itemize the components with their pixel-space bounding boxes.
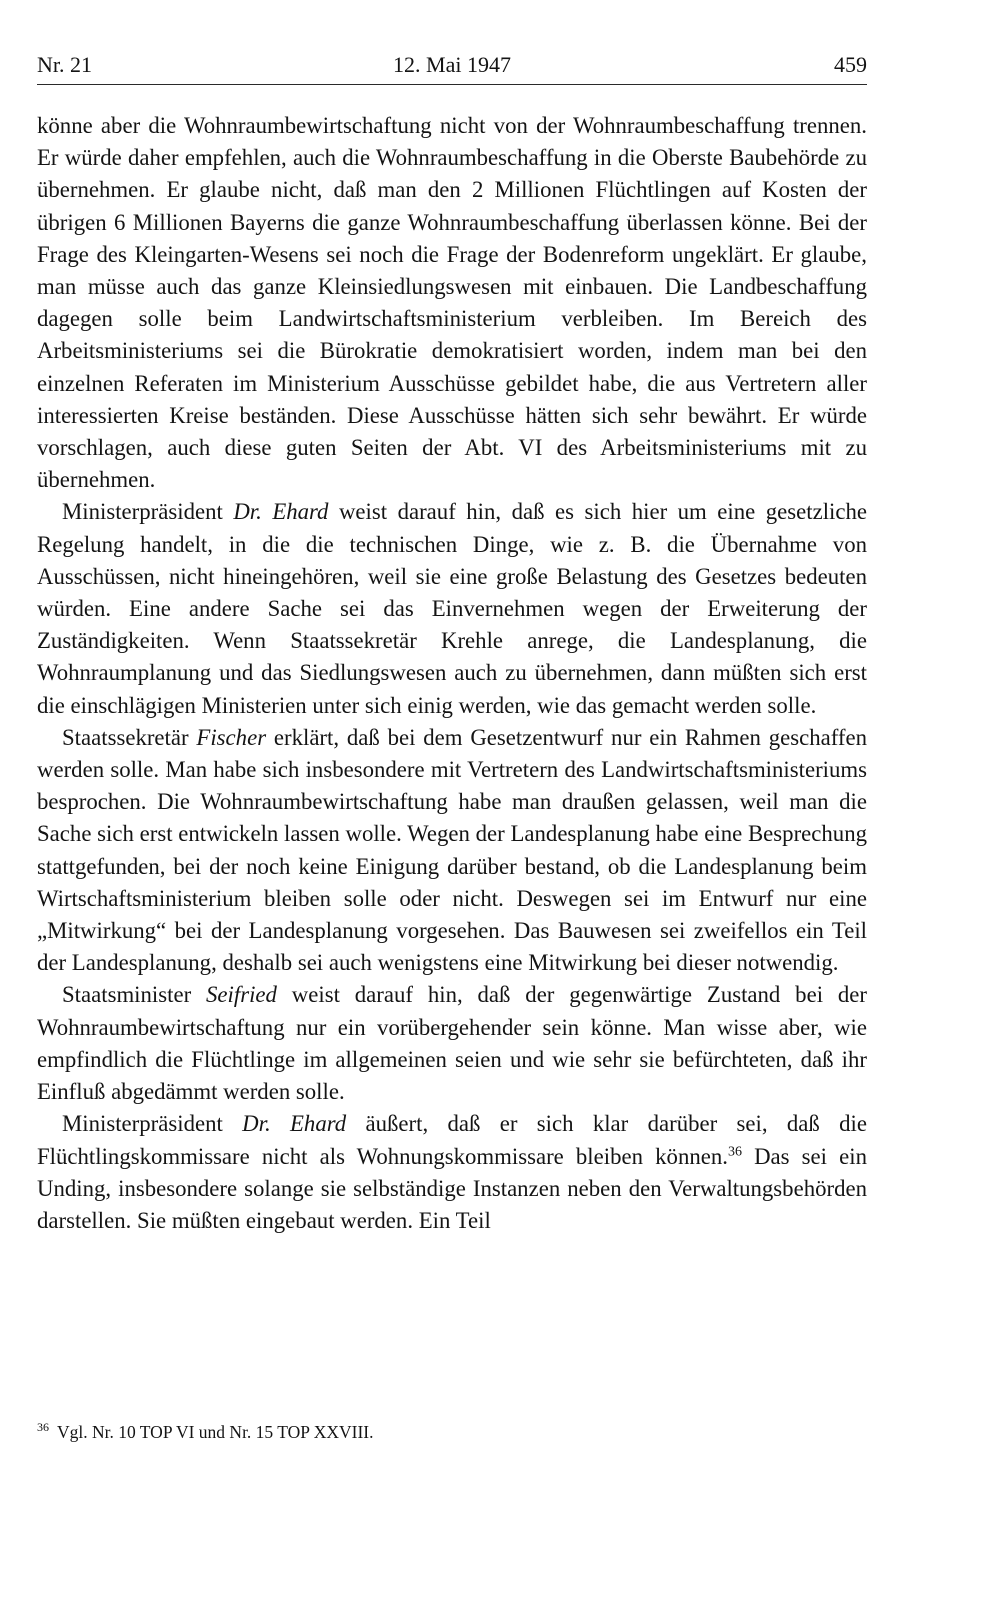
text-segment: äußert, daß er sich klar darüber sei, daß die Flüchtlingskommissare nicht als Wohnungskommissare bleiben können. bbox=[37, 1111, 868, 1169]
text-segment: könne aber die Wohnraumbewirtschaftung nicht von der Wohnraumbeschaffung trennen. Er würde daher empfehlen, auch die Wohnraumbeschaffung in die Oberste Baubehörde zu übernehmen. Er glaube nicht, daß man den 2 Millionen Flüchtlingen auf Kosten der übrigen 6 Millionen Bayerns die ganze Wohnraumbeschaffung überlassen könne. Bei der Frage des Kleingarten-Wesens sei noch die Frage der Bodenreform ungeklärt. Er glaube, man müsse auch das ganze Kleinsiedlungswesen mit einbauen. Die Landbeschaffung dagegen solle beim Landwirtschaftsministerium verbleiben. Im Bereich des Arbeitsministeriums sei die Bürokratie demokratisiert worden, indem man bei den einzelnen Referaten im Ministerium Ausschüsse gebildet habe, die aus Vertretern aller interessierten Kreise beständen. Diese Ausschüsse hätten sich sehr bewährt. Er würde vorschlagen, auch diese guten Seiten der Abt. VI des Arbeitsministeriums mit zu übernehmen. bbox=[37, 113, 867, 493]
text-segment: Staatssekretär bbox=[62, 724, 197, 750]
text-segment: Ministerpräsident bbox=[62, 499, 234, 525]
paragraph bbox=[37, 110, 867, 496]
paragraph bbox=[37, 496, 867, 721]
running-header bbox=[37, 48, 867, 85]
footnote bbox=[37, 1416, 867, 1443]
text-segment: erklärt, daß bei dem Gesetzentwurf nur ein Rahmen geschaffen werden solle. Man habe sich insbesondere mit Vertretern des Landwirtschaftsministeriums besprochen. Die Wohnraumbewirtschaftung habe man draußen gelassen, weil man die Sache sich erst entwickeln lassen wolle. Wegen der Landesplanung habe eine Besprechung stattgefunden, bei der noch keine Einigung darüber bestand, ob die Landesplanung beim Wirtschaftsministerium bleiben solle oder nicht. Deswegen sei im Entwurf nur eine „Mitwirkung“ bei der Landesplanung vorgesehen. Das Bauwesen sei zweifellos ein Teil der Landesplanung, deshalb sei auch wenigstens eine Mitwirkung bei dieser notwendig. bbox=[37, 724, 868, 976]
header-date: 12. Mai 1947 bbox=[393, 52, 511, 77]
speaker-name: Dr. Ehard bbox=[242, 1111, 347, 1137]
text-segment: Das sei ein Unding, insbesondere solange sie selbständige Instanzen neben den Verwaltungsbehörden darstellen. Sie müßten eingebaut werden. Ein Teil bbox=[37, 1143, 867, 1233]
page-number: 459 bbox=[834, 52, 867, 77]
footnote-text: Vgl. Nr. 10 TOP VI und Nr. 15 TOP XXVIII. bbox=[57, 1421, 374, 1442]
issue-number: Nr. 21 bbox=[37, 52, 92, 77]
speaker-name: Fischer bbox=[196, 724, 267, 750]
paragraph bbox=[37, 979, 867, 1108]
paragraph bbox=[37, 722, 867, 980]
text-segment: Staatsminister bbox=[62, 982, 207, 1008]
speaker-name: Dr. Ehard bbox=[233, 499, 329, 525]
text-segment: weist darauf hin, daß der gegenwärtige Zustand bei der Wohnraumbewirtschaftung nur ein vorübergehender sein könne. Man wisse aber, wie empfindlich die Flüchtlinge im allgemeinen seien und wie sehr sie befürchteten, daß ihr Einfluß abgedämmt werden solle. bbox=[37, 982, 867, 1105]
paragraph bbox=[37, 1108, 867, 1237]
speaker-name: Seifried bbox=[206, 982, 277, 1008]
text-segment: Ministerpräsident bbox=[62, 1111, 243, 1137]
text-segment: weist darauf hin, daß es sich hier um eine gesetzliche Regelung handelt, in die die technischen Dinge, wie z. B. die Übernahme von Ausschüssen, nicht hineingehören, weil sie eine große Belastung des Gesetzes bedeuten würden. Eine andere Sache sei das Einvernehmen wegen der Erweiterung der Zuständigkeiten. Wenn Staatssekretär Krehle anrege, die Landesplanung, die Wohnraumplanung und das Siedlungswesen auch zu übernehmen, dann müßten sich erst die einschlägigen Ministerien unter sich einig werden, wie das gemacht werden solle. bbox=[37, 499, 868, 718]
footnote-reference: 36 bbox=[727, 1143, 742, 1159]
body-text bbox=[37, 110, 867, 1237]
footnote-number: 36 bbox=[37, 1420, 49, 1434]
